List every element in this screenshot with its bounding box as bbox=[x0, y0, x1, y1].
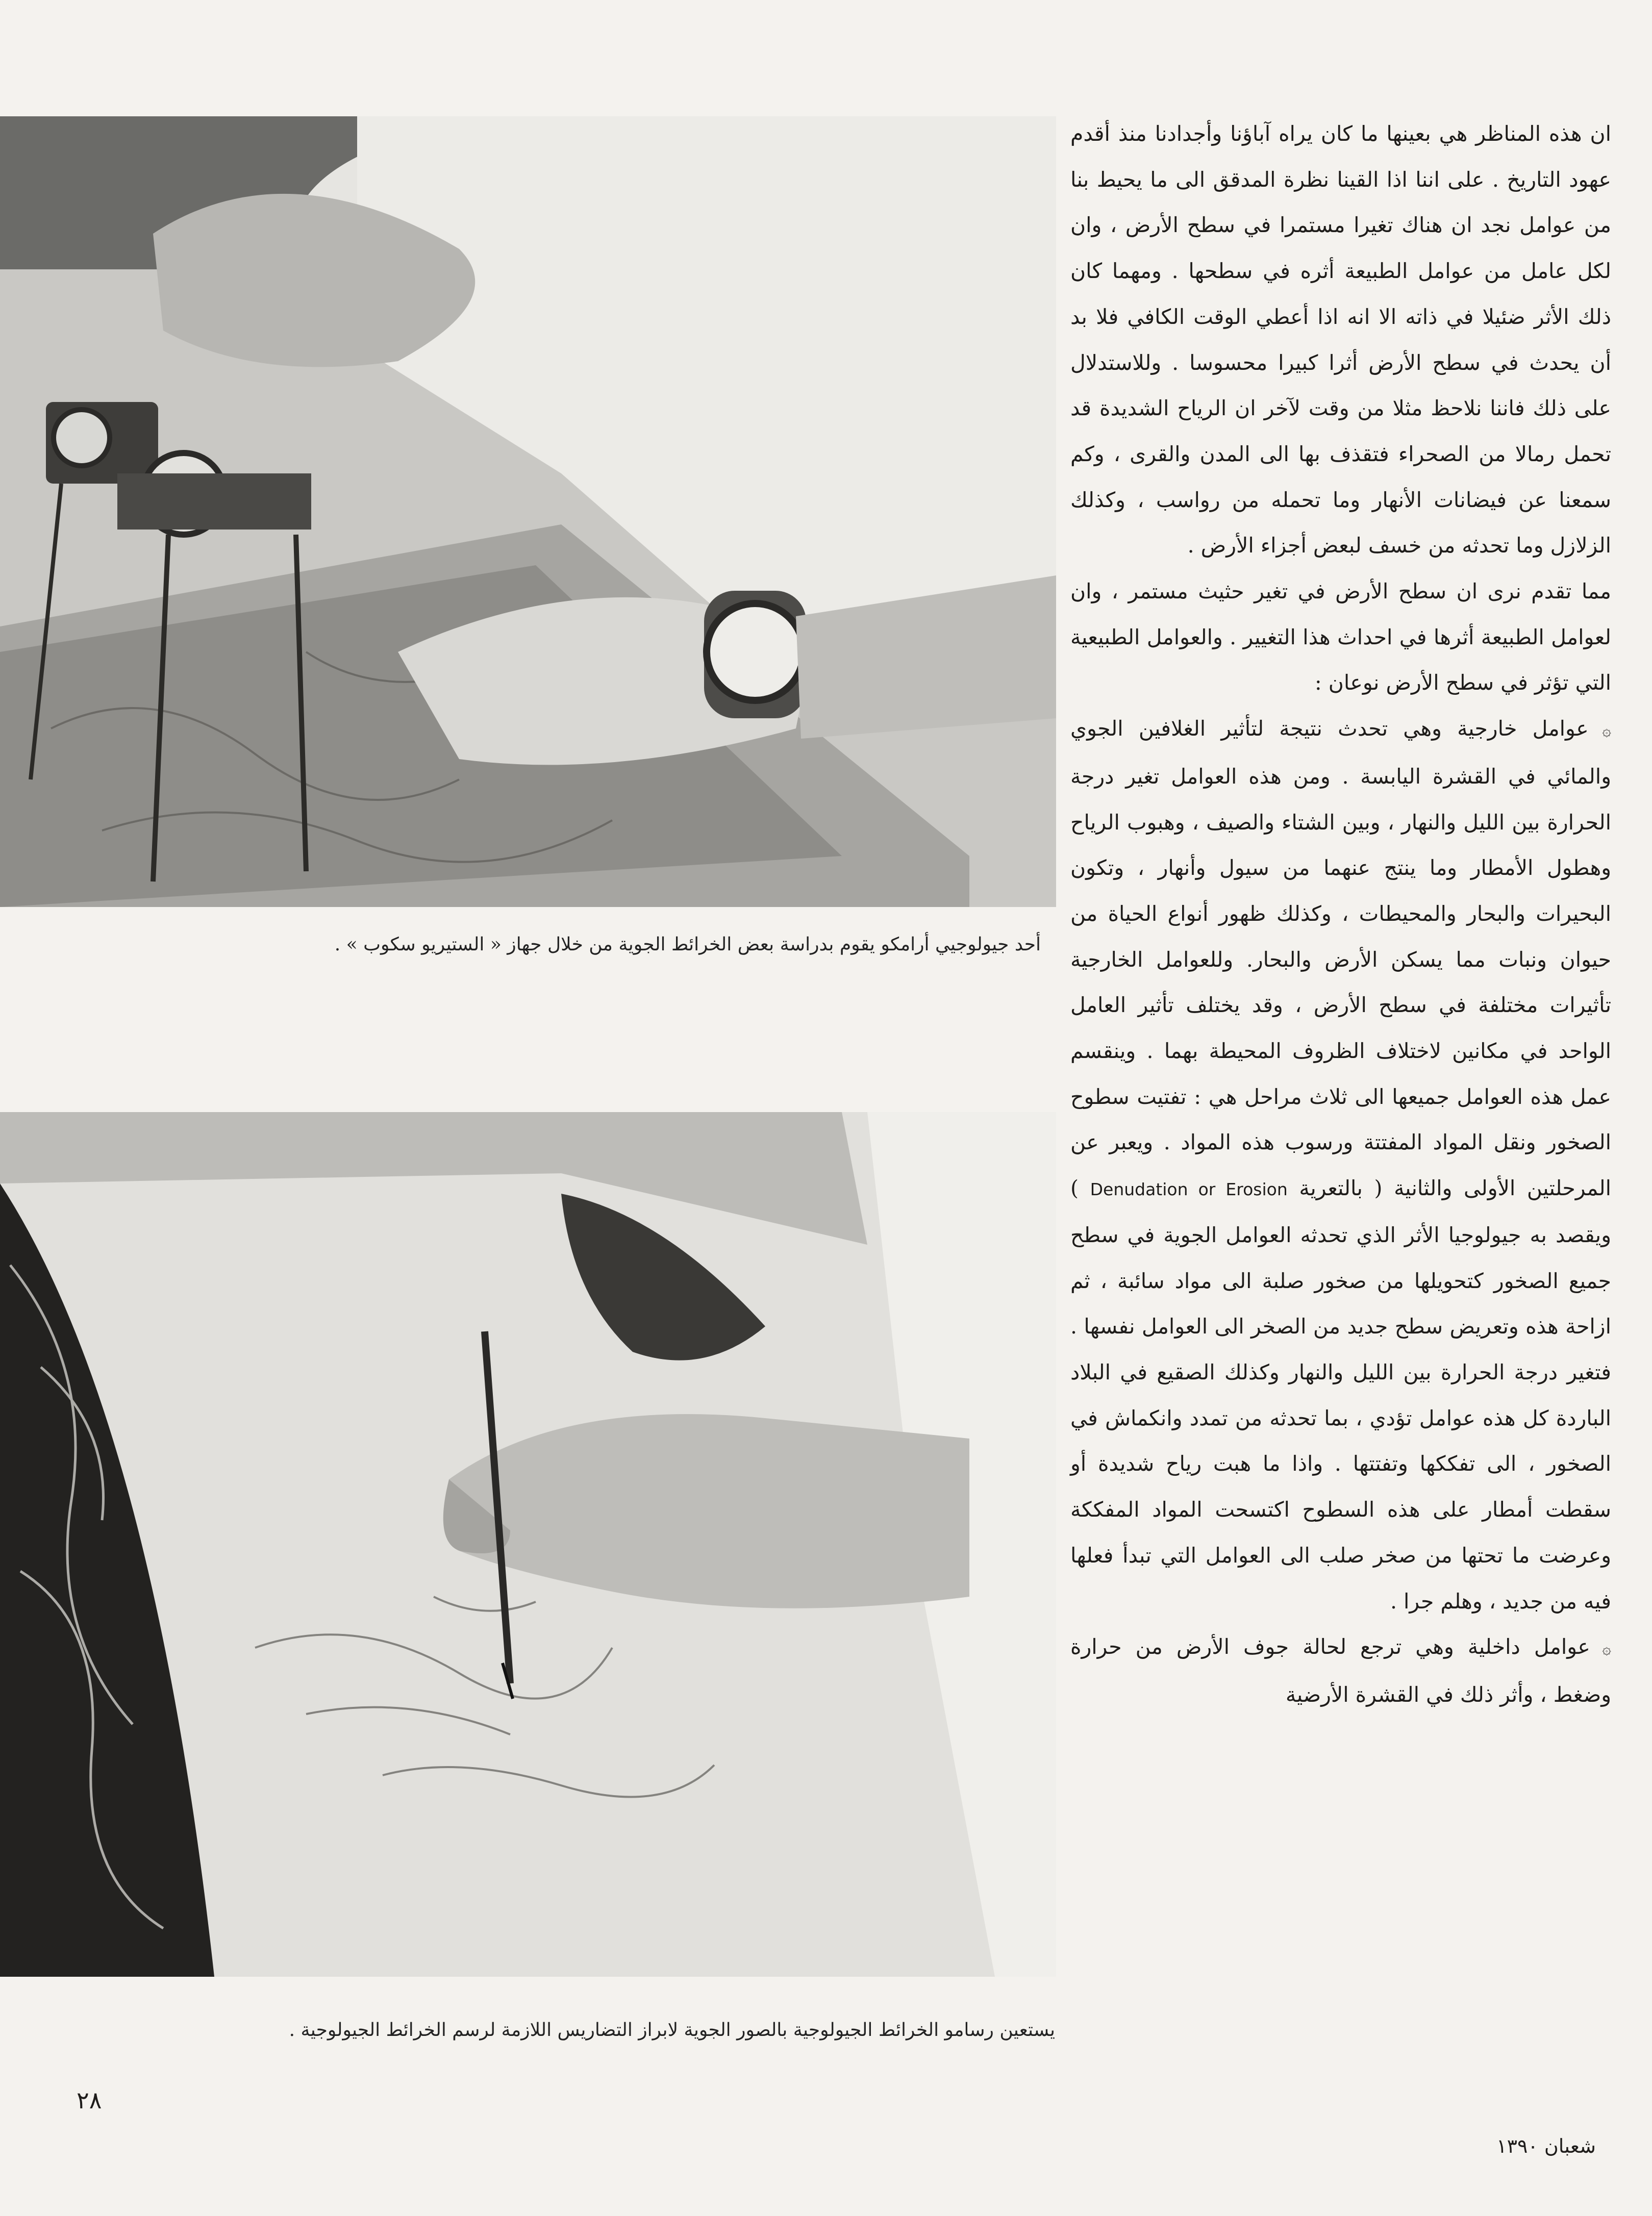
latin-terms: Denudation or Erosion bbox=[1090, 1179, 1288, 1200]
article-paragraph: ان هذه المناظر هي بعينها ما كان يراه آباؤنا وأجدادنا منذ أقدم عهود التاريخ . على اننا اذا القينا نظرة المدقق الى ما يحيط بنا من عوامل نجد ان هناك تغيرا مستمرا في سطح الأرض ، وان لكل عامل من عوامل الطبيعة أثره في سطحها . ومهما كان ذلك الأثر ضئيلا في ذاته الا انه اذا أعطي الوقت الكافي فلا بد أن يحدث في سطح الأرض أثرا كبيرا محسوسا . وللاستدلال على ذلك فاننا نلاحظ مثلا من وقت لآخر ان الرياح الشديدة قد تحمل رمالا من الصحراء فتقذف بها الى المدن والقرى ، وكم سمعنا عن فيضانات الأنهار وما تحمله من رواسب ، وكذلك الزلازل وما تحدثه من خسف لبعض أجزاء الأرض . bbox=[1070, 121, 1611, 558]
bullet-external-factors-continued: ) ويقصد به جيولوجيا الأثر الذي تحدثه العوامل الجوية في سطح جميع الصخور كتحويلها من صخور صلبة الى مواد سائبة ، ثم ازاحة هذه وتعريض سطح جديد من الصخر الى العوامل نفسها . فتغير درجة الحرارة بين الليل والنهار وكذلك الصقيع في البلاد الباردة كل هذه عوامل تؤدي ، بما تحدثه من تمدد وانكماش في الصخور ، الى تفككها وتفتتها . واذا ما هبت رياح شديدة أو سقطت أمطار على هذه السطوح اكتسحت المواد المفككة وعرضت ما تحتها من صخر صلب الى العوامل التي تبدأ فعلها فيه من جديد ، وهلم جرا . bbox=[1070, 1176, 1611, 1614]
article-paragraph: مما تقدم نرى ان سطح الأرض في تغير حثيث مستمر ، وان لعوامل الطبيعة أثرها في احداث هذا التغيير . والعوامل الطبيعية التي تؤثر في سطح الأرض نوعان : bbox=[1070, 579, 1611, 695]
map-drafter-photo-illustration bbox=[0, 1112, 1056, 1977]
bullet-internal-factors bbox=[1070, 1624, 1611, 1718]
bullet-external-factors-text: عوامل خارجية وهي تحدث نتيجة لتأثير الغلافين الجوي والمائي في القشرة اليابسة . ومن هذه العوامل تغير درجة الحرارة بين الليل والنهار ، وبين الشتاء والصيف ، وهبوب الرياح وهطول الأمطار وما ينتج عنهما من سيول وأنهار ، وتكون البحيرات والبحار والمحيطات ، وكذلك ظهور أنواع الحياة من حيوان ونبات مما يسكن الأرض والبحار. وللعوامل الخارجية تأثيرات مختلفة في سطح الأرض ، وقد يختلف تأثير العامل الواحد في مكانين لاختلاف الظروف المحيطة بهما . وينقسم عمل هذه العوامل جميعها الى ثلاث مراحل هي : تفتيت سطوح الصخور ونقل المواد المفتتة ورسوب هذه المواد . ويعبر عن المرحلتين الأولى والثانية ( بالتعرية bbox=[1070, 716, 1611, 1201]
bullet-external-factors bbox=[1070, 706, 1611, 1624]
bullet-internal-factors-text: عوامل داخلية وهي ترجع لحالة جوف الأرض من حرارة وضغط ، وأثر ذلك في القشرة الأرضية bbox=[1070, 1634, 1611, 1707]
issue-date: شعبان ١٣٩٠ bbox=[1496, 2135, 1596, 2157]
article-column bbox=[1070, 111, 1611, 2101]
stereoscope-photo-illustration bbox=[0, 116, 1056, 907]
page-number: ٢٨ bbox=[77, 2086, 102, 2114]
photo-map-drafter bbox=[0, 1112, 1056, 1977]
caption-top-photo: أحد جيولوجيي أرامكو يقوم بدراسة بعض الخرائط الجوية من خلال جهاز « الستيريو سكوب » . bbox=[334, 934, 1041, 955]
photo-geologist-stereoscope bbox=[0, 116, 1056, 907]
caption-bottom-photo: يستعين رسامو الخرائط الجيولوجية بالصور الجوية لابراز التضاريس اللازمة لرسم الخرائط الجيولوجية . bbox=[289, 2020, 1055, 2041]
